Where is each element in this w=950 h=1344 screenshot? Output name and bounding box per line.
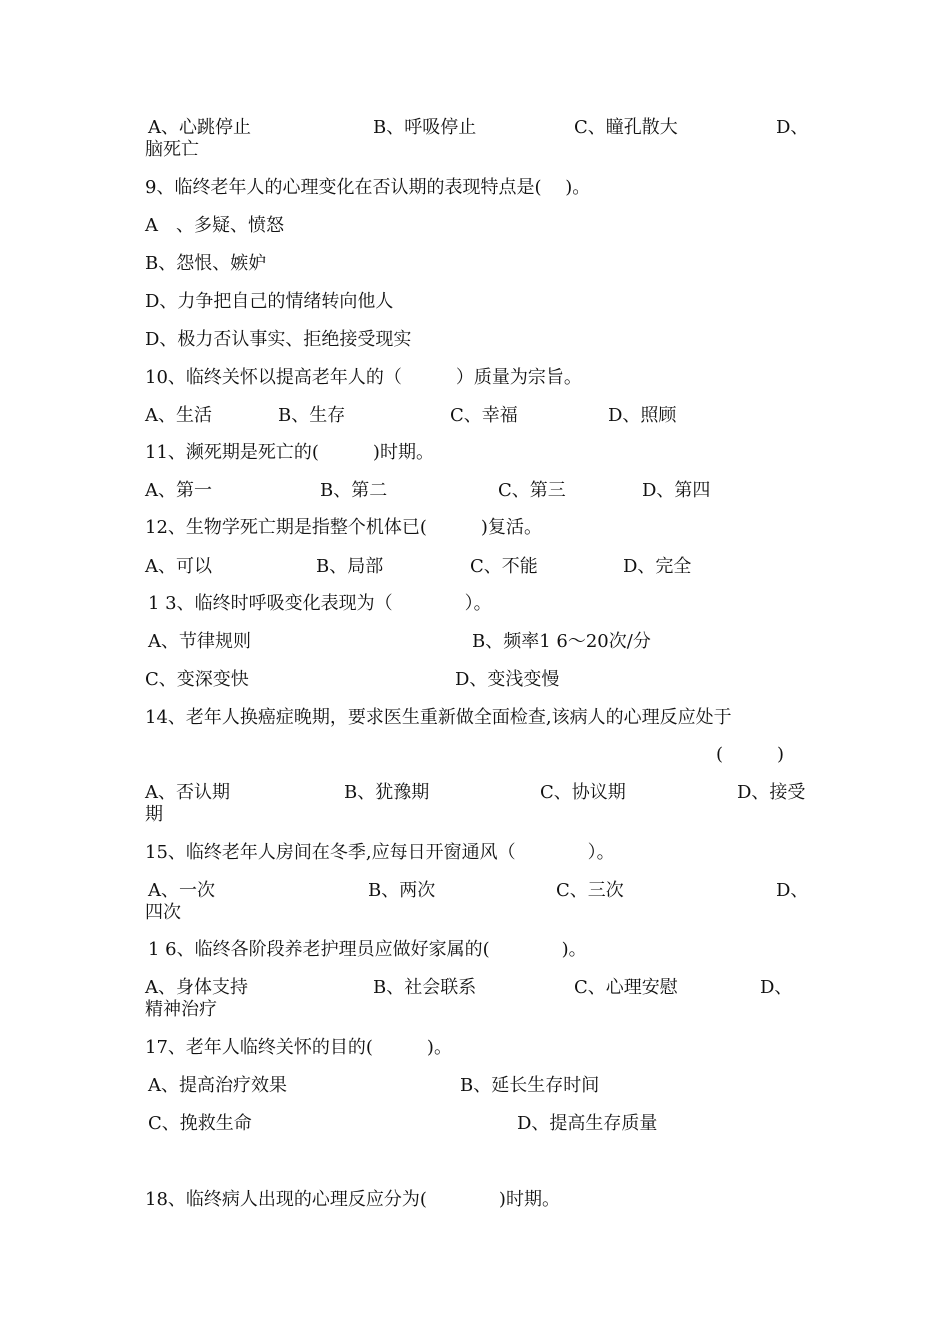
q11-option-b: B、第二	[320, 480, 388, 501]
q16-stem: 1 6、临终各阶段养老护理员应做好家属的( )。	[148, 939, 587, 960]
q18-stem: 18、临终病人出现的心理反应分为( )时期。	[145, 1189, 560, 1210]
q16-option-d-wrap: 精神治疗	[145, 999, 217, 1020]
q9-stem: 9、临终老年人的心理变化在否认期的表现特点是( )。	[145, 177, 591, 198]
q8-option-a: A、心跳停止	[148, 117, 251, 138]
q9-option-a: A 、多疑、愤怒	[145, 215, 284, 236]
q12-option-b: B、局部	[316, 556, 384, 577]
q14-option-b: B、犹豫期	[344, 782, 430, 803]
q9-option-c: D、力争把自己的情绪转向他人	[145, 291, 394, 312]
q16-option-b: B、社会联系	[373, 977, 477, 998]
q13-stem: 1 3、临终时呼吸变化表现为（ ）。	[148, 593, 492, 614]
q9-option-b: B、怨恨、嫉妒	[145, 253, 267, 274]
q14-option-d-wrap: 期	[145, 804, 163, 825]
q13-option-b: B、频率1 6～20次/分	[472, 631, 651, 652]
q14-option-c: C、协议期	[540, 782, 626, 803]
q17-option-c: C、挽救生命	[148, 1113, 252, 1134]
q10-option-d: D、照顾	[608, 405, 677, 426]
q11-stem: 11、濒死期是死亡的( )时期。	[145, 442, 434, 463]
q10-option-c: C、幸福	[450, 405, 518, 426]
q10-stem: 10、临终关怀以提高老年人的（ ）质量为宗旨。	[145, 367, 582, 388]
q13-option-d: D、变浅变慢	[455, 669, 560, 690]
q15-option-c: C、三次	[556, 880, 624, 901]
q10-option-a: A、生活	[145, 405, 212, 426]
q8-option-d: D、	[776, 117, 809, 138]
q14-stem: 14、老年人换癌症晚期，要求医生重新做全面检查,该病人的心理反应处于	[145, 707, 732, 728]
q11-option-d: D、第四	[642, 480, 711, 501]
q11-option-c: C、第三	[498, 480, 566, 501]
q12-stem: 12、生物学死亡期是指整个机体已( )复活。	[145, 517, 542, 538]
q17-stem: 17、老年人临终关怀的目的( )。	[145, 1037, 452, 1058]
q15-option-a: A、一次	[148, 880, 215, 901]
q9-option-d: D、极力否认事实、拒绝接受现实	[145, 329, 412, 350]
q12-option-c: C、不能	[470, 556, 538, 577]
q16-option-c: C、心理安慰	[574, 977, 678, 998]
q12-option-a: A、可以	[145, 556, 212, 577]
q8-option-c: C、瞳孔散大	[574, 117, 678, 138]
q8-option-b: B、呼吸停止	[373, 117, 477, 138]
q14-answer-paren: ( )	[716, 744, 785, 765]
q15-option-d: D、	[776, 880, 809, 901]
q16-option-a: A、身体支持	[145, 977, 248, 998]
q10-option-b: B、生存	[278, 405, 346, 426]
q15-stem: 15、临终老年人房间在冬季,应每日开窗通风（ ）。	[145, 842, 615, 863]
q15-option-b: B、两次	[368, 880, 436, 901]
q16-option-d: D、	[760, 977, 793, 998]
q17-option-d: D、提高生存质量	[517, 1113, 658, 1134]
q15-option-d-wrap: 四次	[145, 902, 181, 923]
q8-option-d-wrap: 脑死亡	[145, 139, 199, 160]
q12-option-d: D、完全	[623, 556, 692, 577]
q14-option-d: D、接受	[737, 782, 806, 803]
q13-option-c: C、变深变快	[145, 669, 249, 690]
q13-option-a: A、节律规则	[148, 631, 251, 652]
q17-option-a: A、提高治疗效果	[148, 1075, 287, 1096]
q11-option-a: A、第一	[145, 480, 212, 501]
q14-option-a: A、否认期	[145, 782, 230, 803]
q17-option-b: B、延长生存时间	[460, 1075, 600, 1096]
